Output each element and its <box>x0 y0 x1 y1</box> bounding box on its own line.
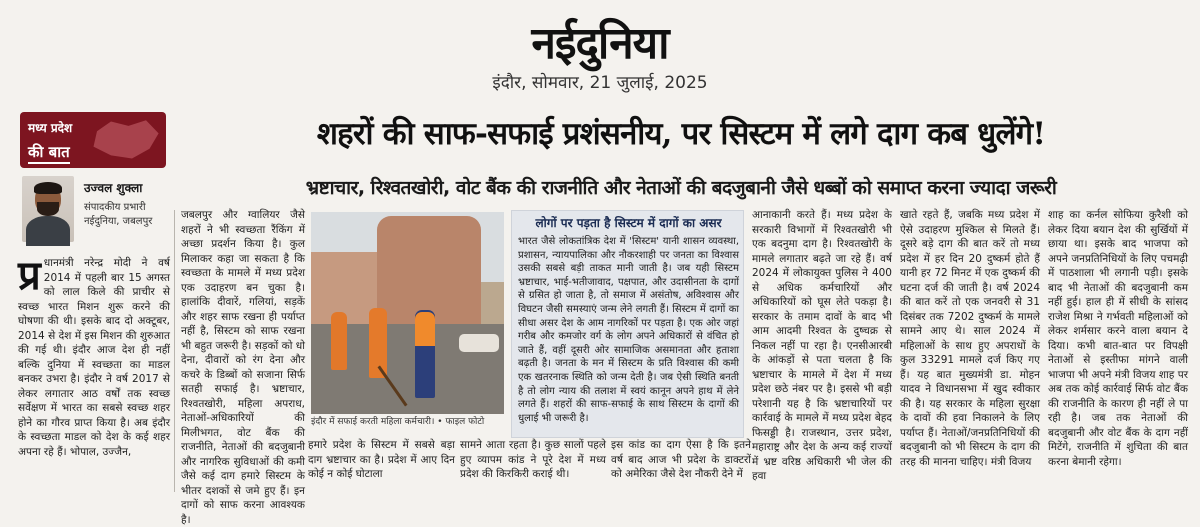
mp-map-icon <box>90 118 160 162</box>
masthead <box>0 0 1200 100</box>
author-name: उज्वल शुक्ला <box>84 181 143 195</box>
author-role: संपादकीय प्रभारी <box>84 202 146 213</box>
badge-line-2: की बात <box>28 142 70 164</box>
column-5-text: खाते रहते हैं, जबकि मध्य प्रदेश में ऐसे उदाहरण मुश्किल से मिलते हैं। दूसरे बड़े दाग की बात करें तो मध्य प्रदेश में हर दिन 20 दुष्कर्म होते हैं यानी हर 72 मिनट में एक दुष्कर्म की घटना दर्ज की जाती है। वर्ष 2024 की बात करें तो एक जनवरी से 31 दिसंबर तक 7202 दुष्कर्म के मामले सामने आए थे। साल 2024 में महिलाओं के साथ हुए अपराधों के कुल 33291 मामले दर्ज किए गए हैं। यह बात मुख्यमंत्री डा. मोहन यादव ने विधानसभा में खुद स्वीकार की है। यह सरकार के महिला सुरक्षा के दावों की हवा निकालने के लिए पर्याप्त हैं। नेताओं/जनप्रतिनिधियों की बदजुबानी को भी सिस्टम के दाग की तरह की मानना चाहिए। मंत्री विजय <box>900 209 1040 468</box>
article-column-6 <box>1048 208 1188 494</box>
badge-line-1: मध्य प्रदेश <box>28 121 73 135</box>
sidebar-box <box>511 210 744 438</box>
author-place: नईदुनिया, जबलपुर <box>84 216 153 227</box>
drop-cap: प्र <box>18 252 41 299</box>
article-column-5 <box>900 208 1040 494</box>
author-photo <box>22 176 74 242</box>
dateline: इंदौर, सोमवार, 21 जुलाई, 2025 <box>492 73 708 93</box>
article-column-4-top <box>611 438 751 496</box>
article-column-2b <box>308 438 455 496</box>
column-2-text: जबलपुर और ग्वालियर जैसे शहरों ने भी स्वच्छता रैंकिंग में अच्छा प्रदर्शन किया है। कुल मिलाकर कहा जा सकता है कि स्वच्छता के मामले में मध्य प्रदेश एक उदाहरण बन चुका है। हालांकि दीवारें, गलियां, सड़कें और शहर साफ रखना ही पर्याप्त नहीं है, सिस्टम को साफ रखना भी बहुत जरूरी है। सड़कों को धो देना, दीवारों को रंग देना और कचरे के डिब्बों को सजाना सिर्फ सतही सफाई है। भ्रष्टाचार, रिश्वतखोरी, महिला अपराध, नेताओं-अधिकारियों की मिलीभगत, वोट बैंक की राजनीति, नेताओं की बदजुबानी और नागरिक सुविधाओं की कमी जैसे कई दाग हमारे सिस्टम के भीतर दशकों से जमे हुए हैं। इन दागों को साफ करना आवश्यक है। <box>181 209 305 526</box>
headline: शहरों की साफ-सफाई प्रशंसनीय, पर सिस्टम में लगे दाग कब धुलेंगे! <box>316 116 1046 152</box>
author-byline <box>84 180 174 229</box>
article-column-3b <box>460 438 606 496</box>
column-2b-text: हमारे प्रदेश के सिस्टम में सबसे बड़ा दाग भ्रष्टाचार का है। प्रदेश में आए दिन कोई न कोई घोटाला <box>308 439 455 480</box>
column-divider <box>174 210 175 492</box>
sidebar-box-text: भारत जैसे लोकतांत्रिक देश में 'सिस्टम' यानी शासन व्यवस्था, प्रशासन, न्यायपालिका और नौकरशाही पर जनता का विश्वास उसकी सबसे बड़ी ताकत मानी जाती है। जब यही सिस्टम भ्रष्टाचार, भाई-भतीजावाद, पक्षपात, और उदासीनता के दागों से ग्रसित हो जाता है, तो समाज में असंतोष, अविश्वास और विघटन जैसी समस्याएं जन्म लेने लगती हैं। सिस्टम में दागों का सीधा असर देश के आम नागरिकों पर पड़ता है। एक ओर जहां गरीब और कमजोर वर्ग के लोग अपने अधिकारों से वंचित हो जाते हैं, वहीं दूसरी ओर सामाजिक असमानता और हताशा बढ़ती है। जनता के मन में सिस्टम के प्रति विश्वास की कमी एक खतरनाक स्थिति को जन्म देती है। जब ऐसी स्थिति बनती है तो लोग न्याय की तलाश में स्वयं कानून अपने हाथ में लेने लगते हैं। शहरों की साफ-सफाई के साथ सिस्टम के दागों की धुलाई भी जरूरी है। <box>518 236 739 424</box>
column-6-text: शाह का कर्नल सोफिया कुरैशी को लेकर दिया बयान देश की सुर्खियों में छाया था। इसके बाद भाजपा को अपने जनप्रतिनिधियों के लिए पचमढ़ी में पाठशाला भी लगानी पड़ी। इसके बाद भी नेताओं की बदजुबानी कम नहीं हुई। हाल ही में सीधी के सांसद राजेश मिश्रा ने गर्भवती महिलाओं को लेकर शर्मसार करने वाला बयान दे दिया। कभी बात-बात पर विपक्षी नेताओं से इस्तीफा मांगने वाली भाजपा भी अपने मंत्री विजय शाह पर अब तक कोई कार्रवाई सिर्फ वोट बैंक की राजनीति के कारण ही नहीं ले पा रही है। जब तक नेताओं की बदजुबानी और वोट बैंक के दाग नहीं मिटेंगे, राजनीति में शुचिता की बात करना बेमानी रहेगा। <box>1048 209 1188 468</box>
sidebar-box-title: लोगों पर पड़ता है सिस्टम में दागों का असर <box>535 216 722 230</box>
newspaper-logo: नईदुनिया <box>531 18 669 69</box>
column-4-top-text: इस कांड का दाग ऐसा है कि इतने वर्ष बाद आज भी प्रदेश के डाक्टरों को अमेरिका जैसे देश नौकरी देने में <box>611 439 751 480</box>
column-3b-text: सामने आता रहता है। कुछ सालों पहले हुए व्यापम कांड ने पूरे देश में मध्य प्रदेश की किरकिरी कराई थी। <box>460 439 606 480</box>
subheadline: भ्रष्टाचार, रिश्वतखोरी, वोट बैंक की राजनीति और नेताओं की बदजुबानी जैसे धब्बों को समाप्त करना ज्यादा जरूरी <box>305 177 1057 199</box>
news-photo <box>311 212 504 414</box>
article-column-4 <box>752 208 892 494</box>
column-1-text: धानमंत्री नरेन्द्र मोदी ने वर्ष 2014 में पहली बार 15 अगस्त को लाल किले की प्राचीर से स्वच्छ भारत मिशन शुरू करने की घोषणा की थी। इसके बाद दो अक्टूबर, 2014 से देश में इस मिशन की शुरुआत की गई थी। इंदौर आज देश ही नहीं बल्कि दुनिया में स्वच्छता का माडल बनकर उभरा है। इंदौर ने वर्ष 2017 से लेकर लगातार आठ वर्षों तक स्वच्छ सर्वेक्षण में भारत का सबसे स्वच्छ शहर होने का गौरव प्राप्त किया है। अब इंदौर के स्वच्छता माडल को देश के कई शहर अपना रहे हैं। भोपाल, उज्जैन, <box>18 257 170 458</box>
article-column-2 <box>181 208 305 526</box>
article-column-1 <box>18 252 170 492</box>
column-4-text: आनाकानी करते हैं। मध्य प्रदेश के सरकारी विभागों में रिश्वतखोरी भी एक बदनुमा दाग है। रिश्वतखोरी के मामले लगातार बढ़ते जा रहे हैं। वर्ष 2024 में लोकायुक्त पुलिस ने 400 से अधिक कर्मचारियों और अधिकारियों को घूस लेते पकड़ा है। सरकार के तमाम दावों के बाद भी आम आदमी रिश्वत के दुष्चक्र से निकल नहीं पा रहा है। एनसीआरबी के आंकड़ों से पता चलता है कि भ्रष्टाचार के मामले में देश में मध्य प्रदेश छठे नंबर पर है। इससे भी बड़ी परेशानी यह है कि भ्रष्टाचारियों पर कार्रवाई के मामले में मध्य प्रदेश बेहद फिसड्डी है। राजस्थान, उत्तर प्रदेश, महाराष्ट्र और देश के अन्य कई राज्यों में भ्रष्ट वरिष्ठ अधिकारी भी जेल की हवा <box>752 209 892 482</box>
photo-caption: इंदौर में सफाई करती महिला कर्मचारी। • फाइल फोटो <box>311 417 485 427</box>
section-badge <box>20 112 166 168</box>
